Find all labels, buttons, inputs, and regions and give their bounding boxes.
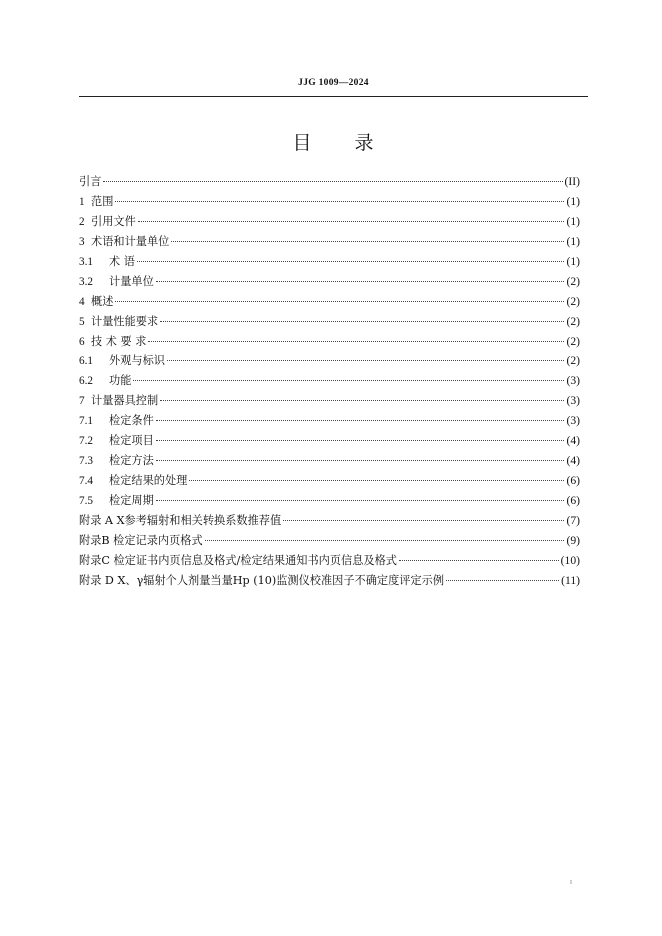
page-title: [79, 128, 588, 155]
toc-entry[interactable]: [79, 172, 580, 192]
toc-leader-dots: [148, 341, 564, 342]
toc-entry-number: 7.5: [79, 495, 93, 507]
toc-entry-page: (II): [564, 175, 580, 188]
toc-entry-label: 概述: [91, 294, 114, 308]
toc-entry-label: 外观与标识: [109, 354, 165, 368]
toc-entry-label: 术 语: [109, 254, 135, 268]
toc-entry-label: 计量单位: [109, 274, 154, 288]
toc-entry[interactable]: [79, 411, 580, 431]
toc-entry[interactable]: [79, 252, 580, 272]
toc-entry-label: 附录 D X、γ辐射个人剂量当量Hp (10)监测仪校准因子不确定度评定示例: [79, 573, 445, 587]
toc-entry-page: (2): [566, 274, 580, 288]
toc-entry-number: 4: [79, 295, 85, 308]
toc-entry[interactable]: [79, 571, 580, 591]
document-code-header: JJG 1009—2024: [298, 78, 369, 88]
footer-page-number: I: [570, 880, 572, 886]
toc-entry[interactable]: [79, 192, 580, 212]
toc-leader-dots: [160, 400, 564, 401]
toc-entry-label: 检定方法: [109, 454, 154, 468]
toc-entry-number: 5: [79, 315, 85, 328]
toc-entry-number: 6.1: [79, 355, 93, 368]
toc-entry[interactable]: [79, 232, 580, 252]
toc-entry-number: 7.3: [79, 455, 93, 468]
toc-entry-page: (1): [566, 254, 580, 268]
toc-leader-dots: [115, 201, 564, 202]
toc-leader-dots: [156, 420, 565, 421]
header-rule: [79, 96, 588, 97]
toc-entry-number: 3: [79, 235, 85, 248]
toc-leader-dots: [103, 181, 562, 182]
toc-entry[interactable]: [79, 471, 580, 491]
toc-entry-page: (3): [566, 374, 580, 388]
toc-entry[interactable]: [79, 531, 580, 551]
toc-entry[interactable]: [79, 511, 580, 531]
toc-entry-label: 计量器具控制: [91, 394, 159, 408]
toc-entry-label: 范围: [91, 194, 114, 208]
toc-entry-label: 引言: [79, 175, 102, 188]
toc-leader-dots: [156, 460, 565, 461]
toc-leader-dots: [160, 321, 564, 322]
toc-entry-label: 技 术 要 求: [91, 334, 147, 348]
toc-entry-page: (4): [566, 434, 580, 448]
toc-entry-page: (3): [566, 414, 580, 428]
toc-entry-label: 功能: [109, 374, 132, 388]
toc-leader-dots: [171, 241, 564, 242]
toc-entry-label: 引用文件: [91, 214, 136, 228]
toc-entry-page: (4): [566, 454, 580, 468]
toc-entry[interactable]: [79, 551, 580, 571]
toc-entry[interactable]: [79, 272, 580, 292]
toc-entry[interactable]: [79, 212, 580, 232]
toc-leader-dots: [156, 281, 565, 282]
toc-leader-dots: [167, 360, 565, 361]
toc-entry-number: 1: [79, 195, 85, 208]
toc-entry-number: 7.4: [79, 475, 93, 488]
toc-entry-page: (1): [566, 214, 580, 228]
toc-entry-page: (2): [566, 294, 580, 308]
toc-entry[interactable]: [79, 292, 580, 312]
toc-entry[interactable]: [79, 312, 580, 332]
toc-entry-label: 附录 A X参考辐射和相关转换系数推荐值: [79, 513, 282, 527]
toc-leader-dots: [137, 261, 565, 262]
toc-entry[interactable]: [79, 371, 580, 391]
toc-leader-dots: [189, 480, 564, 481]
toc-entry-page: (2): [566, 354, 580, 368]
toc-leader-dots: [205, 540, 565, 541]
toc-leader-dots: [446, 580, 559, 581]
toc-entry-number: 7.2: [79, 435, 93, 448]
title-char-right: 录: [354, 132, 375, 154]
toc-entry-number: 7: [79, 395, 85, 408]
toc-entry-number: 3.2: [79, 275, 93, 288]
toc-entry-page: (6): [566, 494, 580, 507]
toc-entry-label: 附录B 检定记录内页格式: [79, 533, 203, 547]
toc-entry[interactable]: [79, 391, 580, 411]
toc-entry-label: 检定结果的处理: [109, 474, 188, 488]
title-char-left: 目: [292, 132, 313, 154]
toc-entry-number: 6.2: [79, 375, 93, 388]
toc-leader-dots: [156, 500, 565, 501]
toc-entry[interactable]: [79, 431, 580, 451]
toc-leader-dots: [399, 560, 559, 561]
toc-entry-number: 3.1: [79, 255, 93, 268]
toc-entry-label: 检定项目: [109, 434, 154, 448]
toc-entry-page: (3): [566, 394, 580, 408]
toc-entry-page: (11): [561, 573, 580, 587]
toc-leader-dots: [156, 440, 565, 441]
toc-leader-dots: [133, 380, 564, 381]
toc-entry-number: 7.1: [79, 415, 93, 428]
toc-leader-dots: [138, 221, 565, 222]
table-of-contents: [79, 172, 580, 591]
toc-leader-dots: [283, 520, 564, 521]
toc-entry-label: 术语和计量单位: [91, 234, 170, 248]
toc-entry-page: (2): [566, 334, 580, 348]
toc-leader-dots: [115, 301, 564, 302]
toc-entry-page: (2): [566, 314, 580, 328]
toc-entry-page: (1): [566, 234, 580, 248]
toc-entry[interactable]: [79, 451, 580, 471]
toc-entry-number: 6: [79, 335, 85, 348]
toc-entry-page: (1): [566, 194, 580, 208]
toc-entry-page: (9): [566, 533, 580, 547]
toc-entry-label: 附录C 检定证书内页信息及格式/检定结果通知书内页信息及格式: [79, 553, 397, 567]
toc-entry[interactable]: [79, 332, 580, 352]
toc-entry-number: 2: [79, 215, 85, 228]
toc-entry-page: (6): [566, 474, 580, 488]
toc-entry-label: 检定条件: [109, 414, 154, 428]
toc-entry-page: (10): [560, 553, 580, 567]
toc-entry-page: (7): [566, 513, 580, 527]
toc-entry[interactable]: [79, 351, 580, 371]
toc-entry[interactable]: [79, 491, 580, 511]
toc-entry-label: 计量性能要求: [91, 314, 159, 328]
toc-entry-label: 检定周期: [109, 494, 154, 507]
